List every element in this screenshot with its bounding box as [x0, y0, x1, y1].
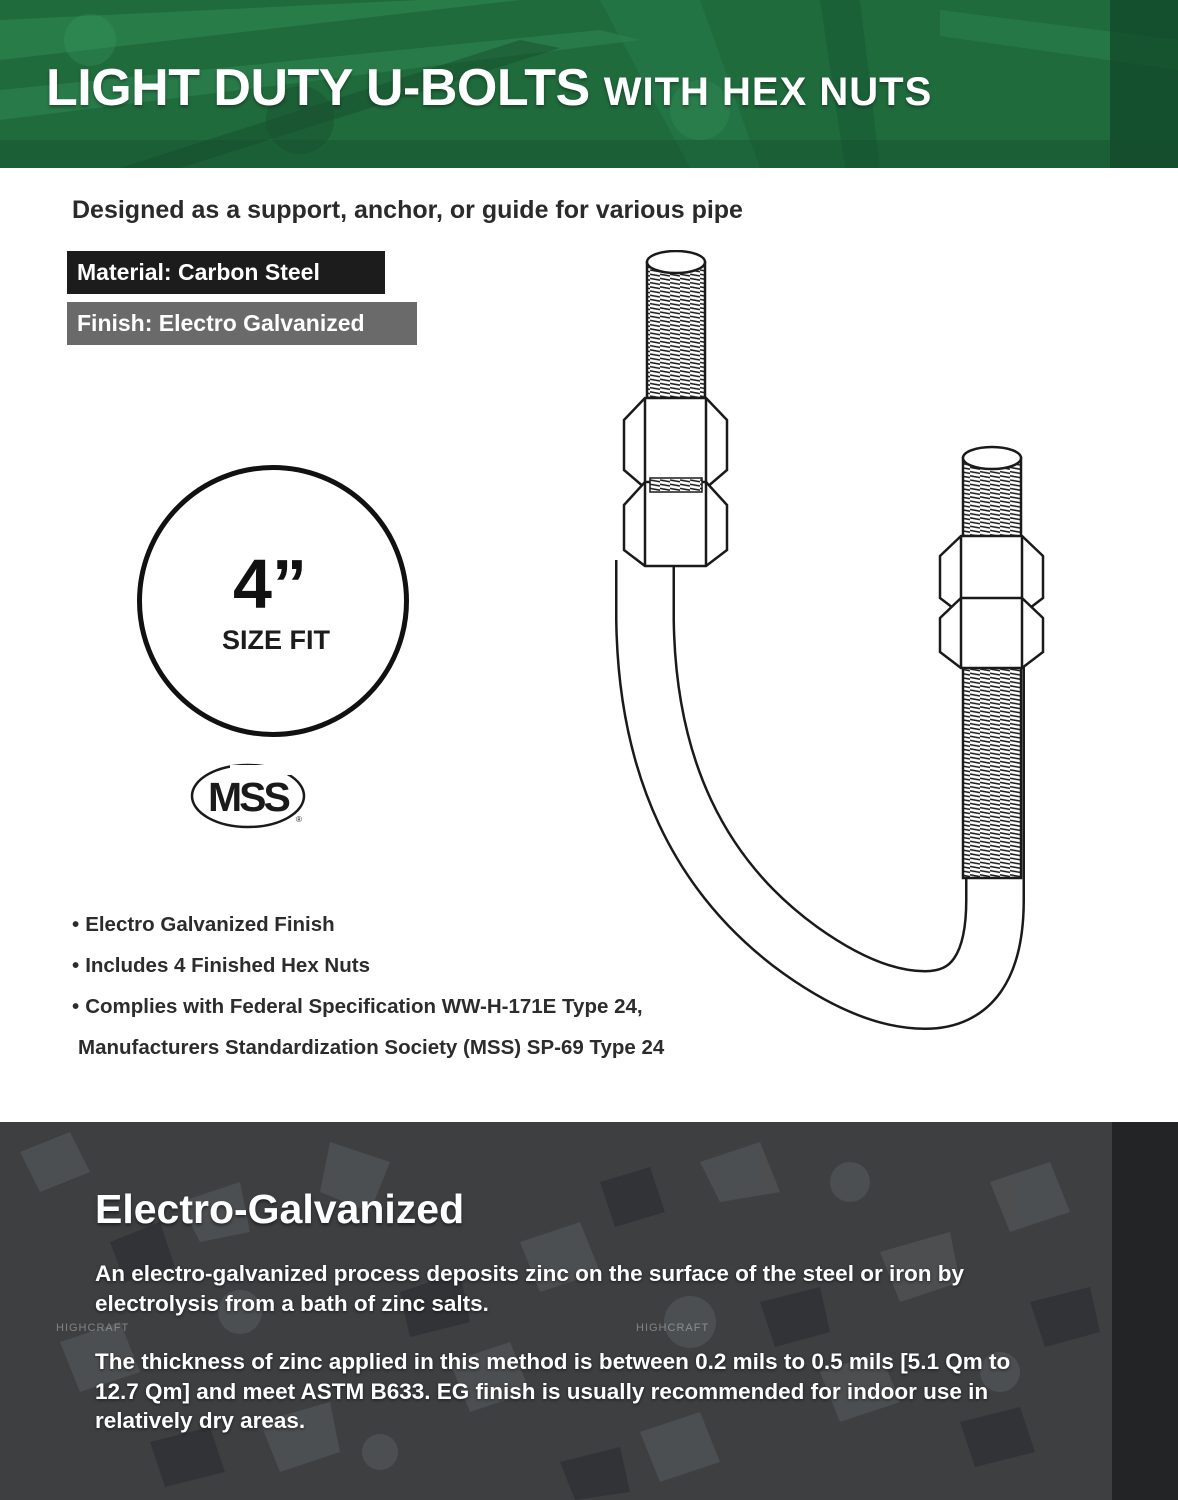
- header-banner: [0, 0, 1178, 168]
- size-fit-badge: [137, 465, 409, 737]
- feature-text: Electro Galvanized Finish: [85, 913, 335, 936]
- feature-list: [72, 910, 664, 1074]
- bullet-icon: •: [72, 995, 80, 1018]
- size-value: 4”: [233, 545, 307, 623]
- section-paragraph-2: The thickness of zinc applied in this method is between 0.2 mils to 0.5 mils [5.1 Qm to 12.7 Qm] and meet ASTM B633. EG finish is usually recommended for indoor use in relatively dry areas.: [95, 1349, 1011, 1433]
- feature-text: Includes 4 Finished Hex Nuts: [85, 954, 370, 977]
- mss-logo-text: MSS: [208, 774, 288, 820]
- feature-item: [72, 910, 664, 951]
- watermark-right: HIGHCRAFT: [636, 1322, 710, 1334]
- feature-item: [72, 992, 664, 1033]
- page-title: [46, 58, 932, 118]
- bullet-icon: •: [72, 954, 80, 977]
- u-bolt-illustration: [600, 250, 1070, 1030]
- section-paragraph-1: An electro-galvanized process deposits zinc on the surface of the steel or iron by electrolysis from a bath of zinc salts.: [95, 1261, 964, 1316]
- mss-registered-mark: ®: [296, 815, 302, 824]
- title-sub: WITH HEX NUTS: [603, 70, 933, 114]
- title-main: LIGHT DUTY U-BOLTS: [46, 59, 590, 117]
- size-label: SIZE FIT: [222, 625, 330, 655]
- watermark-left: HIGHCRAFT: [56, 1322, 130, 1334]
- material-label: Material: Carbon Steel: [67, 251, 385, 294]
- feature-item-continued: [72, 1033, 664, 1074]
- feature-text: Complies with Federal Specification WW-H-171E Type 24,: [85, 995, 643, 1018]
- feature-text: Manufacturers Standardization Society (MSS) SP-69 Type 24: [78, 1036, 665, 1059]
- bullet-icon: •: [72, 913, 80, 936]
- tagline: Designed as a support, anchor, or guide for various pipe: [72, 196, 743, 224]
- feature-item: [72, 951, 664, 992]
- section-title: Electro-Galvanized: [95, 1186, 465, 1232]
- mss-logo: [190, 760, 310, 830]
- finish-label: Finish: Electro Galvanized: [67, 302, 417, 345]
